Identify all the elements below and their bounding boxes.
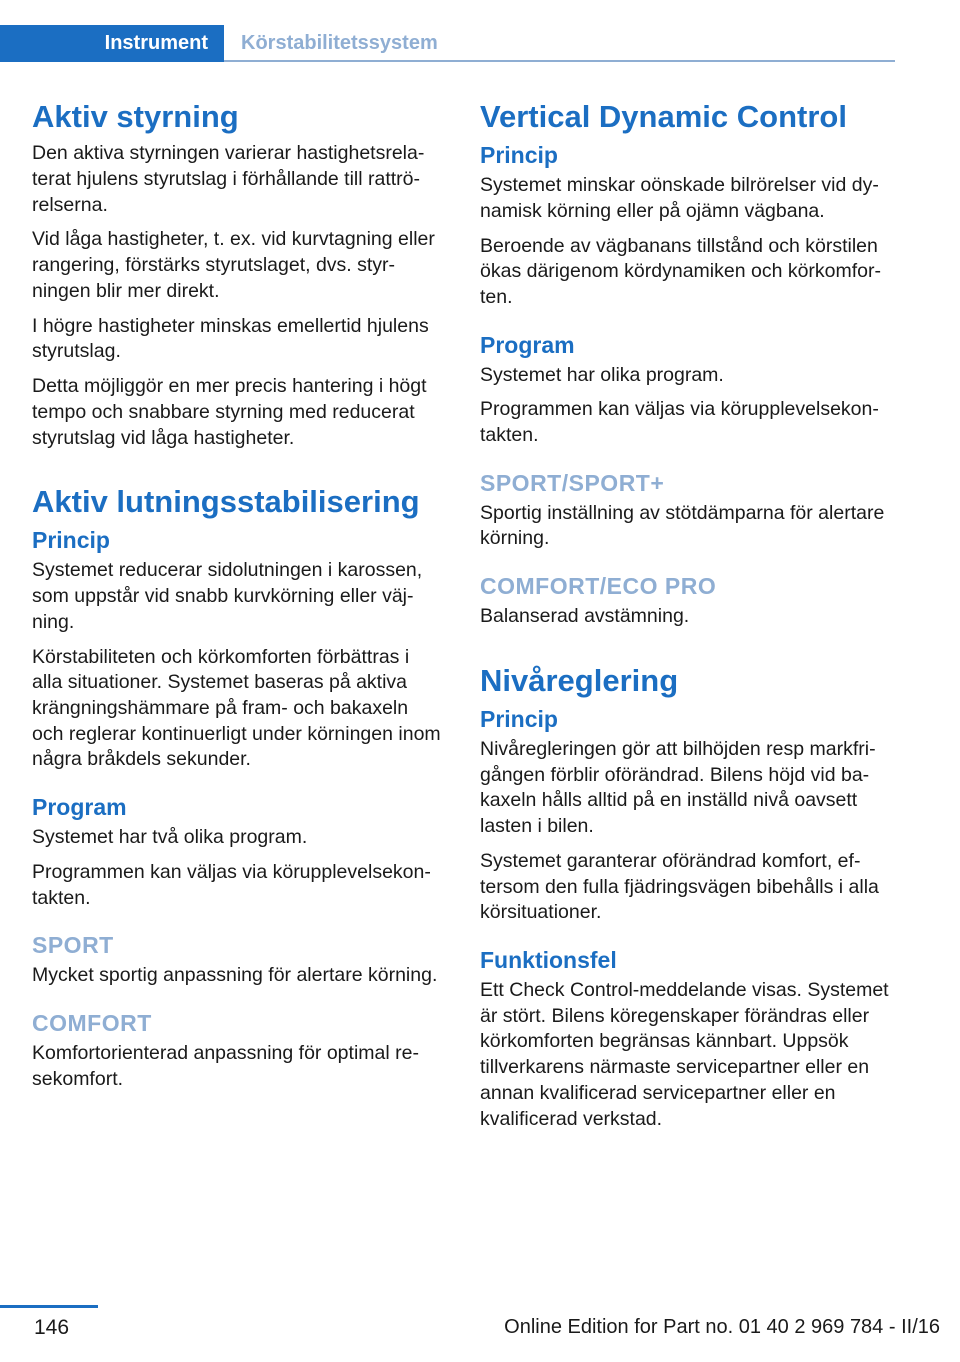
subheading-princip: Princip xyxy=(480,142,558,169)
section-tab-label: Körstabilitetssystem xyxy=(241,32,438,54)
paragraph: Programmen kan väljas via körupplevelsekontakten. xyxy=(480,398,879,447)
section-nivareglering xyxy=(480,662,890,1133)
paragraph: Systemet reducerar sidolutningen i karossen, som uppstår vid snabb kurvkörning eller väjning. xyxy=(32,559,423,633)
paragraph: Systemet minskar oönskade bilrörelser vid dynamisk körning eller på ojämn vägbana. xyxy=(480,174,879,222)
paragraph: Mycket sportig anpassning för alertare körning. xyxy=(32,964,438,987)
paragraph: Systemet garanterar oförändrad komfort, eftersom den fulla fjädringsvägen bibehålls i alla körsituationer. xyxy=(480,849,879,924)
paragraph: Systemet har två olika program. xyxy=(32,826,308,849)
subheading-princip: Princip xyxy=(480,706,558,733)
paragraph: Nivåregleringen gör att bilhöjden resp markfrigången förblir oförändrad. Bilens höjd vid bakaxeln hålls alltid på en inställd nivå oavsett lasten i bilen. xyxy=(480,737,876,838)
right-column xyxy=(480,98,890,1141)
section-aktiv-lutningsstabilisering xyxy=(32,483,442,1092)
subheading-program: Program xyxy=(480,331,575,358)
paragraph: Balanserad avstämning. xyxy=(480,605,690,628)
paragraph: Sportig inställning av stötdämparna för alertare körning. xyxy=(480,501,885,550)
section-vertical-dynamic-control xyxy=(480,98,890,630)
heading-aktiv-lutningsstabilisering: Aktiv lutningsstabilisering xyxy=(32,484,420,520)
subheading-princip: Princip xyxy=(32,527,110,554)
subheading-program: Program xyxy=(32,794,127,821)
paragraph: Beroende av vägbanans tillstånd och körstilen ökas därigenom kördynamiken och körkomforten. xyxy=(480,234,882,309)
section-tab xyxy=(241,25,438,62)
paragraph: Den aktiva styrningen varierar hastighetsrelaterat hjulens styrutslag i förhållande till rattrörelserna. xyxy=(32,142,425,216)
edition-note: Online Edition for Part no. 01 40 2 969 784 - II/16 xyxy=(504,1316,940,1338)
heading-nivareglering: Nivåreglering xyxy=(480,662,679,698)
program-heading-comfort: COMFORT xyxy=(32,1009,152,1036)
paragraph: Detta möjliggör en mer precis hantering i högt tempo och snabbare styrning med reducerat styrutslag vid låga hastigheter. xyxy=(32,375,427,449)
paragraph: Programmen kan väljas via körupplevelsekontakten. xyxy=(32,860,431,909)
chapter-tab-label: Instrument xyxy=(104,32,208,54)
header-divider xyxy=(224,60,895,62)
paragraph: Systemet har olika program. xyxy=(480,363,724,386)
paragraph: Körstabiliteten och körkomforten förbättras i alla situationer. Systemet baseras på aktiva krängningshämmare på fram- och bakaxeln och reglerar kontinuerligt under körningen inom några bråkdels sekunder. xyxy=(32,645,441,771)
subheading-funktionsfel: Funktionsfel xyxy=(480,947,617,974)
paragraph: I högre hastigheter minskas emellertid hjulens styrutslag. xyxy=(32,314,429,363)
paragraph: Vid låga hastigheter, t. ex. vid kurvtagning eller rangering, förstärks styrutslaget, dvs. styrningen blir mer direkt. xyxy=(32,228,435,302)
heading-aktiv-styrning: Aktiv styrning xyxy=(32,99,239,134)
chapter-tab xyxy=(0,25,224,62)
left-column xyxy=(32,98,442,1101)
program-heading-comfort: COMFORT/ECO PRO xyxy=(480,573,717,600)
footer-divider xyxy=(0,1305,98,1308)
section-aktiv-styrning xyxy=(32,98,442,451)
paragraph: Komfortorienterad anpassning för optimal resekomfort. xyxy=(32,1041,419,1090)
program-heading-sport: SPORT xyxy=(32,932,114,959)
program-heading-sport: SPORT/SPORT+ xyxy=(480,469,665,496)
page-header xyxy=(0,25,895,62)
paragraph: Ett Check Control-meddelande visas. Systemet är stört. Bilens köregenskaper förändras eller körkomforten begränsas kännbart. Uppsök tillverkarens närmaste servicepartner eller en annan kvalificerad servicepartner eller en kvalificerad verkstad. xyxy=(480,978,889,1130)
heading-vertical-dynamic-control: Vertical Dynamic Control xyxy=(480,99,847,134)
page-number: 146 xyxy=(34,1316,70,1339)
